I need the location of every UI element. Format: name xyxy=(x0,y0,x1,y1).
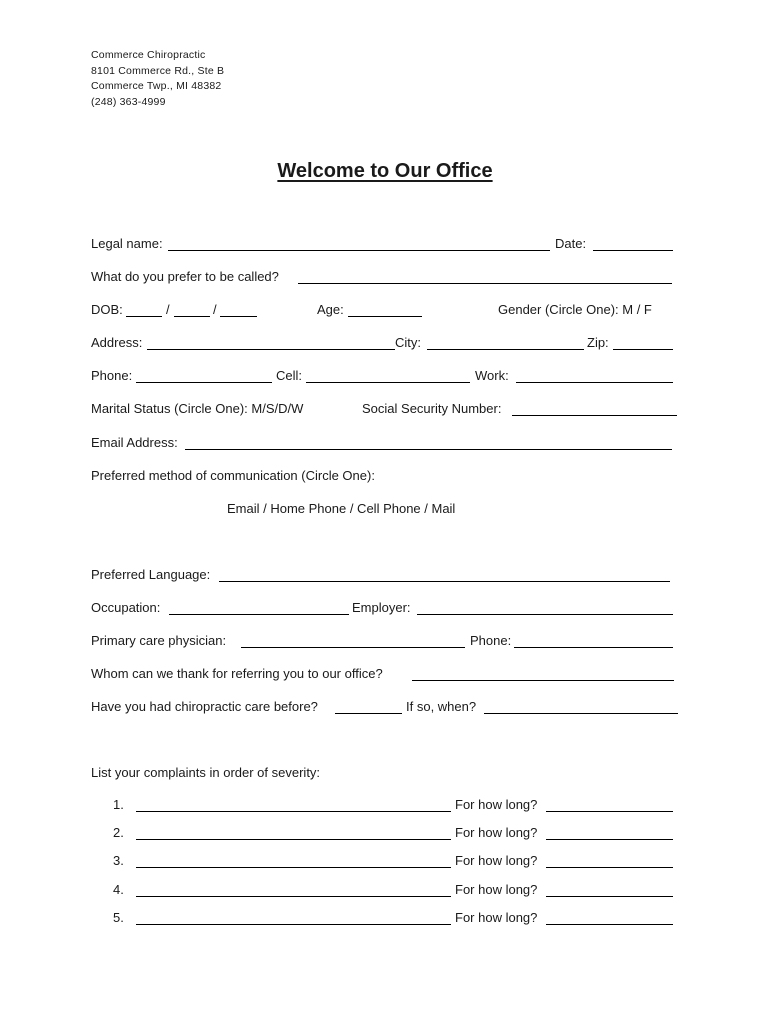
form-title xyxy=(0,157,770,185)
complaint-row xyxy=(0,851,770,871)
complaint-field[interactable] xyxy=(136,924,451,925)
ssn-field[interactable] xyxy=(512,415,677,416)
row-preferred-name xyxy=(0,267,770,287)
complaint-row xyxy=(0,880,770,900)
referral-field[interactable] xyxy=(412,680,674,681)
city-label: City: xyxy=(395,335,421,350)
age-field[interactable] xyxy=(348,316,422,317)
row-legal-name xyxy=(0,234,770,254)
date-field[interactable] xyxy=(593,250,673,251)
physician-field[interactable] xyxy=(241,647,465,648)
practice-name: Commerce Chiropractic xyxy=(91,49,206,61)
practice-address-line1: 8101 Commerce Rd., Ste B xyxy=(91,64,225,77)
duration-label: For how long? xyxy=(455,853,538,868)
row-physician xyxy=(0,631,770,651)
row-communication xyxy=(0,466,770,486)
complaint-row xyxy=(0,823,770,843)
communication-label: Preferred method of communication (Circle One): xyxy=(91,468,375,483)
gender-label[interactable]: Gender (Circle One): M / F xyxy=(498,302,652,317)
referral-label: Whom can we thank for referring you to our office? xyxy=(91,666,383,681)
complaint-field[interactable] xyxy=(136,867,451,868)
complaint-field[interactable] xyxy=(136,896,451,897)
complaint-number: 4. xyxy=(113,882,124,897)
chiro-before-label: Have you had chiropractic care before? xyxy=(91,699,318,714)
if-so-when-field[interactable] xyxy=(484,713,678,714)
if-so-when-label: If so, when? xyxy=(406,699,477,714)
duration-label: For how long? xyxy=(455,910,538,925)
communication-options[interactable]: Email / Home Phone / Cell Phone / Mail xyxy=(227,501,456,516)
duration-field[interactable] xyxy=(546,839,673,840)
form-title-text: Welcome to Our Office xyxy=(277,160,493,182)
row-marital-ssn xyxy=(0,399,770,419)
complaint-field[interactable] xyxy=(136,839,451,840)
preferred-name-field[interactable] xyxy=(298,283,672,284)
row-occupation xyxy=(0,598,770,618)
cell-field[interactable] xyxy=(306,382,470,383)
dob-label: DOB: xyxy=(91,302,123,317)
address-label: Address: xyxy=(91,335,143,350)
marital-status-label[interactable]: Marital Status (Circle One): M/S/D/W xyxy=(91,401,304,416)
complaint-number: 5. xyxy=(113,910,124,925)
work-field[interactable] xyxy=(516,382,673,383)
email-label: Email Address: xyxy=(91,435,178,450)
legal-name-label: Legal name: xyxy=(91,236,163,251)
dob-month-field[interactable] xyxy=(126,316,162,317)
employer-field[interactable] xyxy=(417,614,673,615)
duration-field[interactable] xyxy=(546,924,673,925)
zip-label: Zip: xyxy=(587,335,609,350)
practice-address-line2: Commerce Twp., MI 48382 xyxy=(91,80,222,92)
row-language xyxy=(0,565,770,585)
duration-field[interactable] xyxy=(546,811,673,812)
dob-day-field[interactable] xyxy=(174,316,210,317)
duration-label: For how long? xyxy=(455,797,538,812)
complaint-number: 1. xyxy=(113,797,124,812)
chiro-before-field[interactable] xyxy=(335,713,402,714)
occupation-field[interactable] xyxy=(169,614,349,615)
row-address xyxy=(0,333,770,353)
legal-name-field[interactable] xyxy=(168,250,550,251)
language-field[interactable] xyxy=(219,581,670,582)
physician-phone-label: Phone: xyxy=(470,633,512,648)
complaint-field[interactable] xyxy=(136,811,451,812)
occupation-label: Occupation: xyxy=(91,600,161,615)
ssn-label: Social Security Number: xyxy=(362,401,502,416)
row-phones xyxy=(0,366,770,386)
practice-header xyxy=(91,48,224,110)
dob-separator-2: / xyxy=(213,302,217,317)
address-field[interactable] xyxy=(147,349,395,350)
complaint-row xyxy=(0,795,770,815)
practice-phone: (248) 363-4999 xyxy=(91,95,166,108)
complaint-row xyxy=(0,908,770,928)
zip-field[interactable] xyxy=(613,349,673,350)
city-field[interactable] xyxy=(427,349,584,350)
preferred-name-label: What do you prefer to be called? xyxy=(91,269,279,284)
physician-phone-field[interactable] xyxy=(514,647,673,648)
row-email xyxy=(0,433,770,453)
age-label: Age: xyxy=(317,302,344,317)
email-field[interactable] xyxy=(185,449,672,450)
complaints-label: List your complaints in order of severity: xyxy=(91,765,321,780)
cell-label: Cell: xyxy=(276,368,303,383)
duration-label: For how long? xyxy=(455,882,538,897)
work-label: Work: xyxy=(475,368,509,383)
row-complaints-heading xyxy=(0,763,770,783)
dob-year-field[interactable] xyxy=(220,316,257,317)
physician-label: Primary care physician: xyxy=(91,633,227,648)
row-communication-options xyxy=(0,499,770,519)
employer-label: Employer: xyxy=(352,600,411,615)
row-chiro-history xyxy=(0,697,770,717)
row-referral xyxy=(0,664,770,684)
complaint-number: 2. xyxy=(113,825,124,840)
phone-label: Phone: xyxy=(91,368,133,383)
language-label: Preferred Language: xyxy=(91,567,211,582)
duration-field[interactable] xyxy=(546,896,673,897)
row-dob xyxy=(0,300,770,320)
duration-field[interactable] xyxy=(546,867,673,868)
phone-field[interactable] xyxy=(136,382,272,383)
date-label: Date: xyxy=(555,236,587,251)
complaint-number: 3. xyxy=(113,853,124,868)
dob-separator-1: / xyxy=(166,302,170,317)
duration-label: For how long? xyxy=(455,825,538,840)
